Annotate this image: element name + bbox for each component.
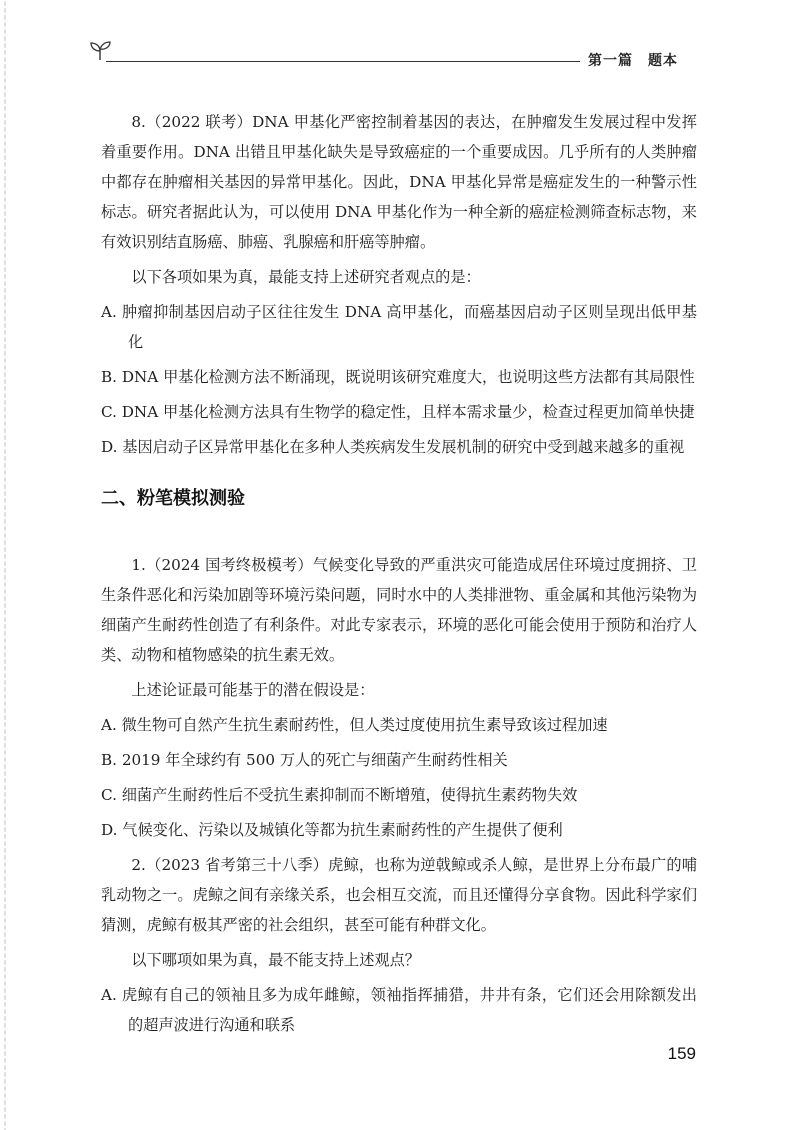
question-1-stem: 1.（2024 国考终极模考）气候变化导致的严重洪灾可能造成居住环境过度拥挤、卫生条件恶化和污染加剧等环境污染问题，同时水中的人类排泄物、重金属和其他污染物为细菌产生耐药性创造了有利条件。对此专家表示，环境的恶化可能会使用于预防和治疗人类、动物和植物感染的抗生素无效。 bbox=[101, 556, 697, 664]
question-1-option-d: D. 气候变化、污染以及城镇化等都为抗生素耐药性的产生提供了便利 bbox=[101, 821, 563, 839]
sprout-icon bbox=[88, 38, 112, 62]
question-2-stem: 2.（2023 省考第三十八季）虎鲸，也称为逆戟鲸或杀人鲸，是世界上分布最广的哺乳动物之一。虎鲸之间有亲缘关系，也会相互交流，而且还懂得分享食物。因此科学家们猜测，虎鲸有极其严密的社会组织，甚至可能有种群文化。 bbox=[101, 856, 697, 934]
question-2-prompt: 以下哪项如果为真，最不能支持上述观点？ bbox=[131, 951, 420, 969]
scan-edge-dots bbox=[4, 0, 6, 1130]
header-rule bbox=[106, 61, 580, 62]
question-8-option-d: D. 基因启动子区异常甲基化在多种人类疾病发生发展机制的研究中受到越来越多的重视 bbox=[101, 438, 685, 456]
question-8-option-a: A. 肿瘤抑制基因启动子区往往发生 DNA 高甲基化，而癌基因启动子区则呈现出低甲基化 bbox=[101, 303, 697, 351]
question-8-option-b: B. DNA 甲基化检测方法不断涌现，既说明该研究难度大，也说明这些方法都有其局限性 bbox=[101, 368, 695, 386]
question-8-stem: 8.（2022 联考）DNA 甲基化严密控制着基因的表达，在肿瘤发生发展过程中发挥着重要作用。DNA 出错且甲基化缺失是导致癌症的一个重要成因。几乎所有的人类肿瘤中都存在肿瘤相关基因的异常甲基化。因此，DNA 甲基化异常是癌症发生的一种警示性标志。研究者据此认为，可以使用 DNA 甲基化作为一种全新的癌症检测筛查标志物，来有效识别结直肠癌、肺癌、乳腺癌和肝癌等肿瘤。 bbox=[101, 113, 697, 251]
header-title: 第一篇 题本 bbox=[588, 53, 678, 69]
question-1-option-b: B. 2019 年全球约有 500 万人的死亡与细菌产生耐药性相关 bbox=[101, 751, 508, 769]
question-1-option-a: A. 微生物可自然产生抗生素耐药性，但人类过度使用抗生素导致该过程加速 bbox=[101, 716, 608, 734]
question-2-option-a: A. 虎鲸有自己的领袖且多为成年雌鲸，领袖指挥捕猎，井井有条，它们还会用除额发出的超声波进行沟通和联系 bbox=[101, 986, 697, 1034]
question-1-option-c: C. 细菌产生耐药性后不受抗生素抑制而不断增殖，使得抗生素药物失效 bbox=[101, 786, 578, 804]
question-8-prompt: 以下各项如果为真，最能支持上述研究者观点的是： bbox=[131, 268, 481, 286]
page-header bbox=[80, 30, 704, 70]
section-heading: 二、粉笔模拟测验 bbox=[101, 488, 245, 509]
page-number: 159 bbox=[667, 1044, 696, 1063]
question-1-prompt: 上述论证最可能基于的潜在假设是： bbox=[131, 681, 375, 699]
page-content bbox=[101, 107, 697, 1040]
question-8-option-c: C. DNA 甲基化检测方法具有生物学的稳定性，且样本需求量少，检查过程更加简单快捷 bbox=[101, 403, 695, 421]
